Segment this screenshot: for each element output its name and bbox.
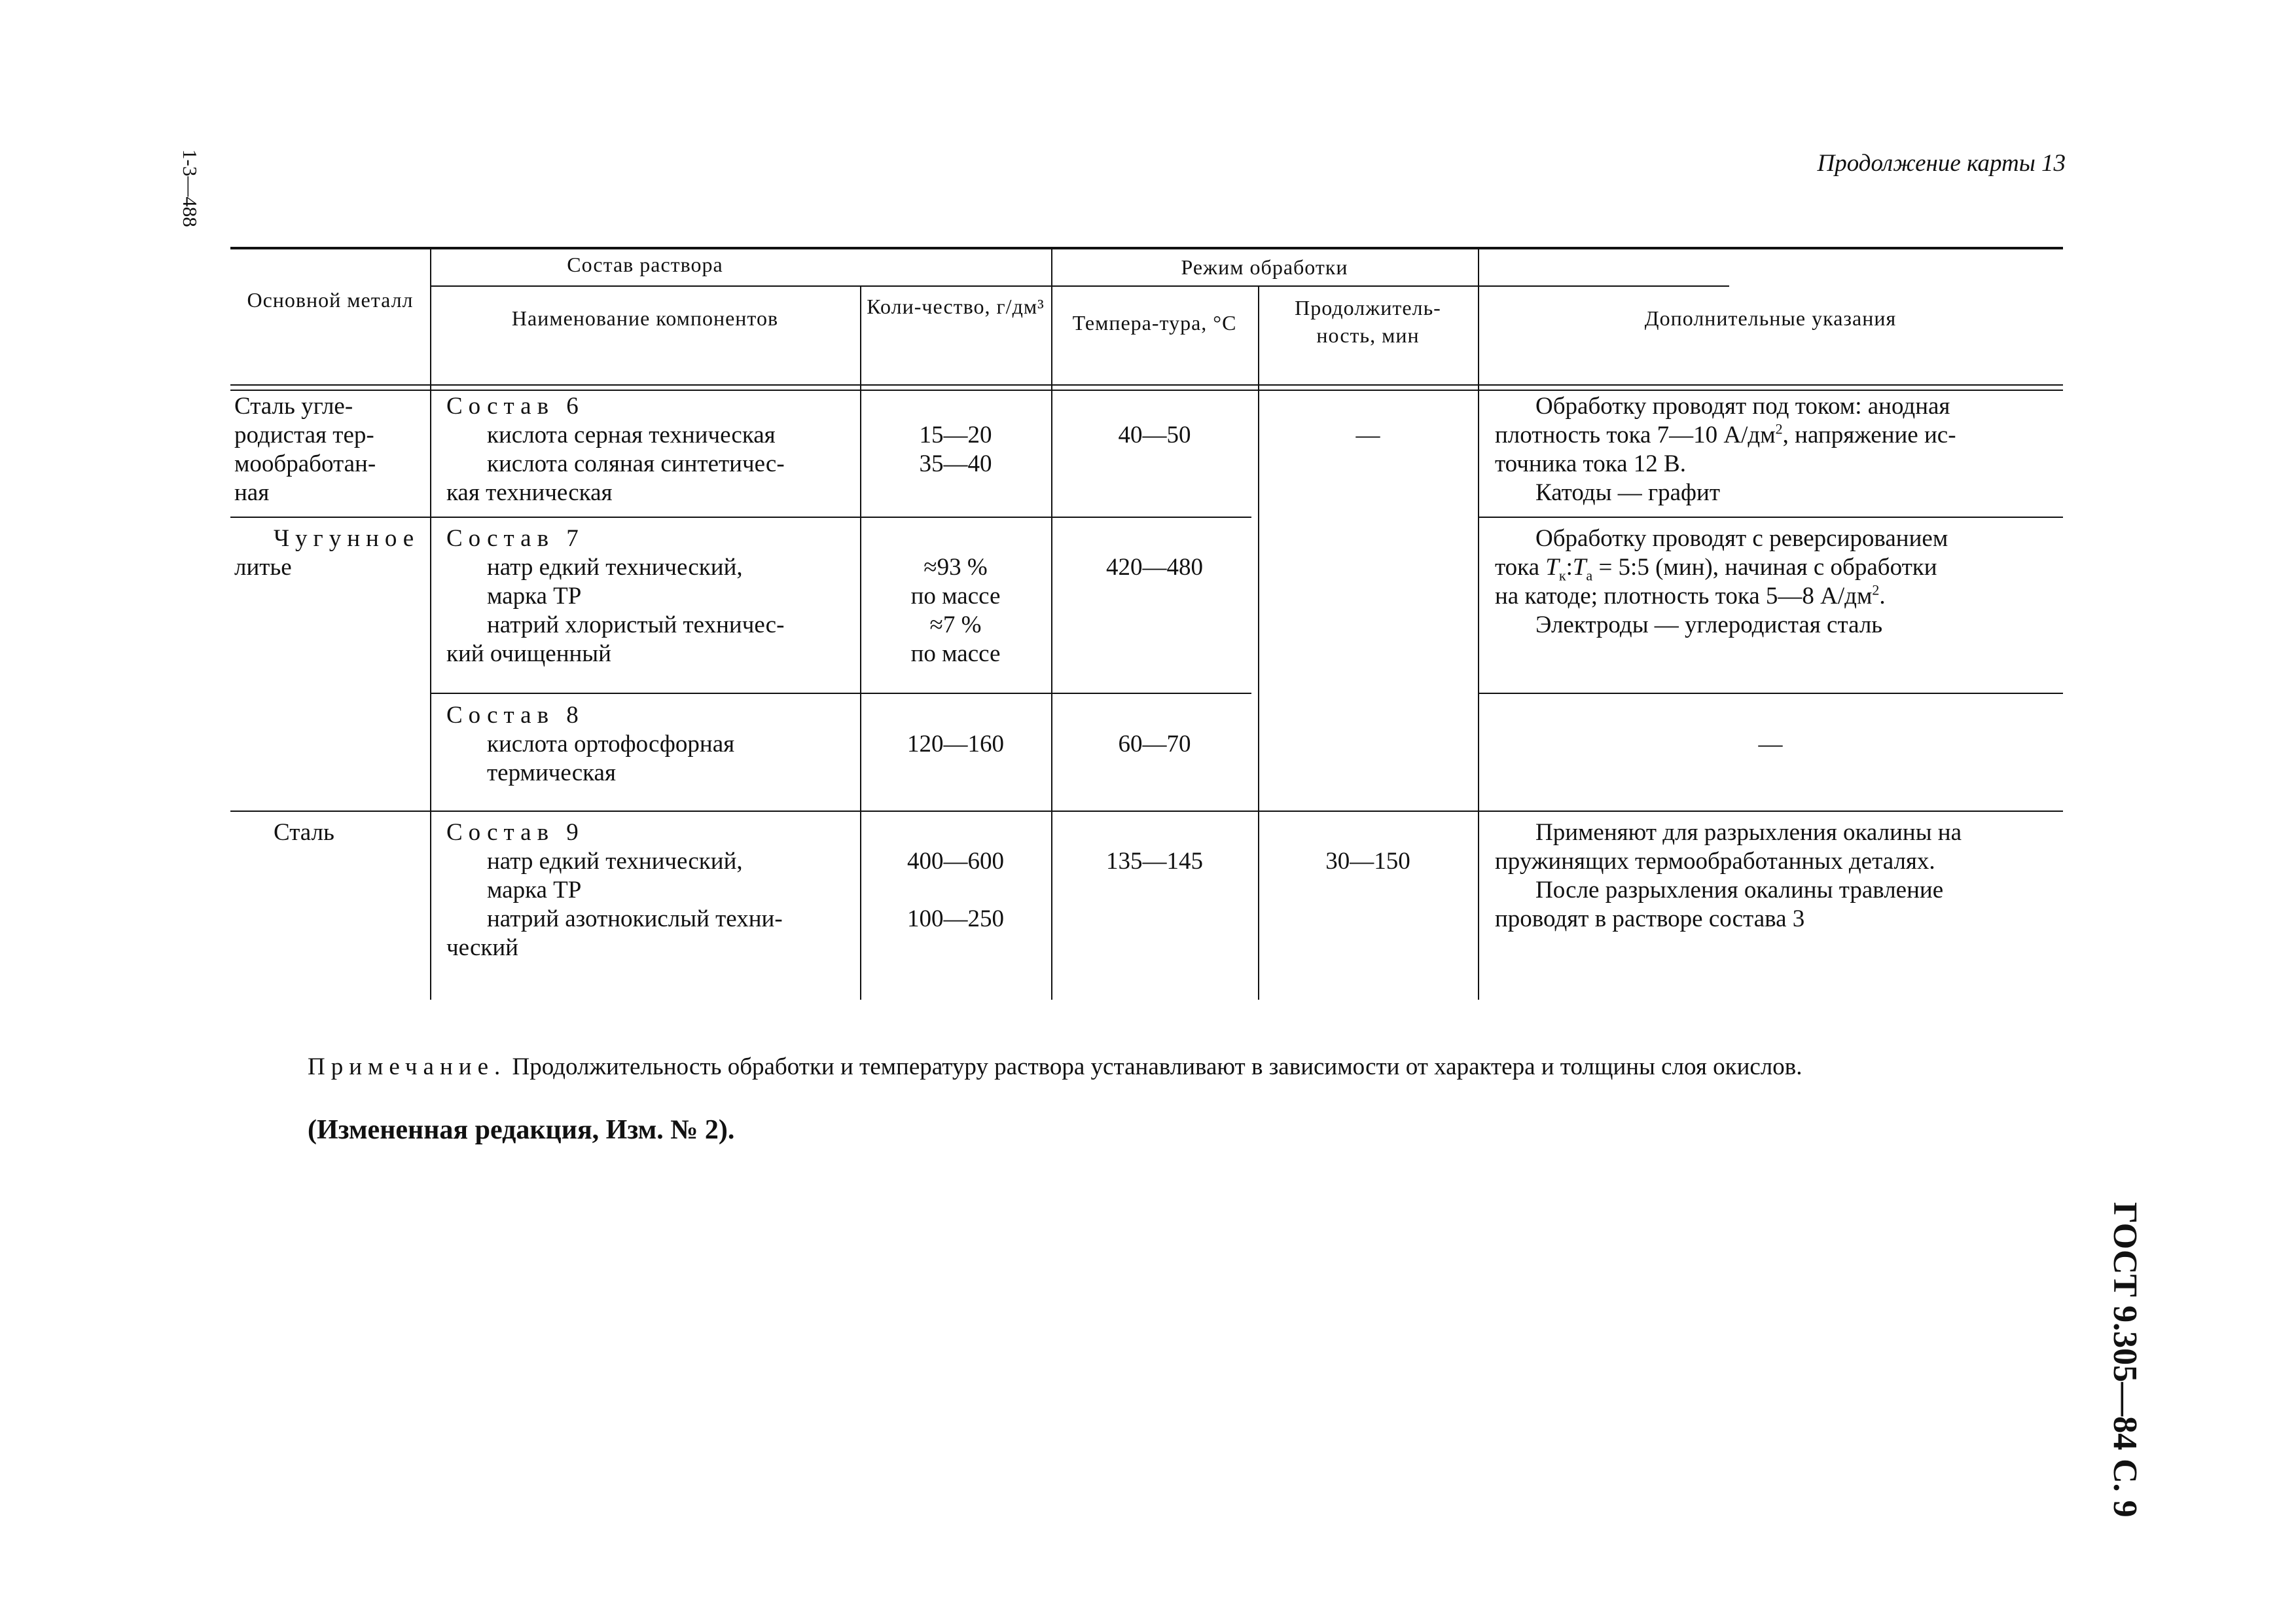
header-subrule [430,285,1729,287]
row4-metal [234,818,425,847]
row1-duration: — [1355,422,1380,448]
processing-table [230,247,2063,1000]
row2-components [446,524,852,668]
quantity-line: ≈93 % [924,554,988,581]
row4-components [446,818,852,962]
quantity-spacer [860,876,1051,905]
header-double-rule-2 [230,390,2063,391]
col-rule-4 [1258,285,1259,1000]
metal-line: Сталь угле- [234,393,353,420]
component-line: натрий хлористый техничес- [487,611,785,638]
component-line: ческий [446,934,518,961]
note-line: После разрыхления окалины травление [1535,877,1944,903]
continuation-label: Продолжение карты 13 [1817,150,2066,177]
component-line: натр едкий технический, [487,554,743,581]
metal-line: ная [234,479,270,506]
header-spacer [597,252,598,253]
component-line: кислота ортофосфорная [487,731,735,757]
note-line: плотность тока 7—10 $А/дм^2$, напряжение ис- [1495,420,1956,448]
note-line: Применяют для разрыхления окалины на [1535,819,1962,846]
quantity-line: ≈7 % [929,611,982,638]
quantity-line: 15—20 [919,422,992,448]
quantity-line: 35—40 [919,450,992,477]
note-line: Обработку проводят под током: анодная [1535,393,1950,420]
row2-temperature: 420—480 [1106,554,1203,581]
col-rule-3 [1051,247,1052,1000]
note-line: Обработку проводят с реверсированием [1535,525,1948,552]
component-line: кая техническая [446,479,613,506]
row3-quantities [860,730,1051,759]
footnote-text: Продолжительность обработки и температуру раствора устанавливают в зависимости от характера и толщины слоя окислов. [512,1053,1803,1080]
row2-quantities [860,553,1051,668]
table-top-rule [230,247,2063,249]
component-line: натр едкий технический, [487,848,743,875]
quantity-line: 100—250 [907,905,1004,932]
component-line: марка ТР [487,877,582,903]
header-duration: Продолжитель-ность, мин [1295,296,1441,347]
composition-title: Состав 9 [446,819,584,846]
row2-metal [234,524,425,582]
note-line: пружинящих термообработанных деталях. [1495,848,1935,875]
row3-temperature: 60—70 [1118,731,1191,757]
component-line: натрий азотнокислый техни- [487,905,783,932]
row4-notes [1495,818,2053,934]
side-page-number: 1-3—488 [179,149,202,227]
col-rule-1 [430,247,431,1000]
quantity-line: 120—160 [907,731,1004,757]
metal-line: мообработан- [234,450,376,477]
header-additional: Дополнительные указания [1644,306,1897,330]
note-line: проводят в растворе состава 3 [1495,905,1805,932]
row3-notes-dash: — [1758,731,1783,757]
row1-components [446,392,852,507]
edition-note: (Измененная редакция, Изм. № 2). [308,1115,735,1145]
row1-metal [234,392,425,507]
row1-quantities [860,421,1051,479]
header-solution-composition: Состав раствора [567,253,723,276]
col-rule-5 [1478,247,1479,1000]
component-line: кий очищенный [446,640,611,667]
composition-title: Состав 7 [446,525,584,552]
row1-notes [1495,392,2053,507]
note-line: на катоде; плотность тока 5—8 $А/дм^2$. [1495,581,1886,610]
row3-components [446,701,852,788]
metal-line: родистая тер- [234,422,374,448]
quantity-line: 400—600 [907,848,1004,875]
component-line: термическая [487,759,616,786]
quantity-line: по массе [910,583,1001,610]
header-double-rule-1 [230,384,2063,386]
row2-notes [1495,524,2053,640]
row-rule-2b [1478,693,2063,694]
component-line: кислота серная техническая [487,422,776,448]
header-temperature: Темпера-тура, °С [1072,311,1237,335]
metal-line: литье [234,554,292,581]
footnote [308,1053,2062,1081]
metal-line: Чугунное [274,525,420,552]
header-processing-mode: Режим обработки [1181,255,1348,279]
header-quantity: Коли-чество, г/дм³ [867,295,1045,318]
row-rule-2a [430,693,1251,694]
gost-page-label: ГОСТ 9.305—84 С. 9 [2106,1202,2144,1518]
composition-title: Состав 6 [446,393,584,420]
composition-title: Состав 8 [446,702,584,729]
quantity-line: по массе [910,640,1001,667]
row4-temperature: 135—145 [1106,848,1203,875]
row4-duration: 30—150 [1325,848,1410,875]
component-line: кислота соляная синтетичес- [487,450,785,477]
note-line: точника тока 12 В. [1495,450,1686,477]
note-line: Электроды — углеродистая сталь [1535,611,1883,638]
row-rule-1a [230,517,1251,518]
row4-quantities [860,847,1051,934]
note-line: тока $Т_к:Т_а$ = 5:5 (мин), начиная с обработки [1495,554,1937,584]
row1-temperature: 40—50 [1118,422,1191,448]
metal-line: Сталь [274,819,334,846]
row-rule-1b [1478,517,2063,518]
header-component-name: Наименование компонентов [511,306,779,330]
row-rule-3 [230,811,2063,812]
footnote-label: Примечание. [308,1053,507,1080]
component-line: марка ТР [487,583,582,610]
header-base-metal: Основной металл [247,288,414,312]
note-line: Катоды — графит [1535,479,1720,506]
